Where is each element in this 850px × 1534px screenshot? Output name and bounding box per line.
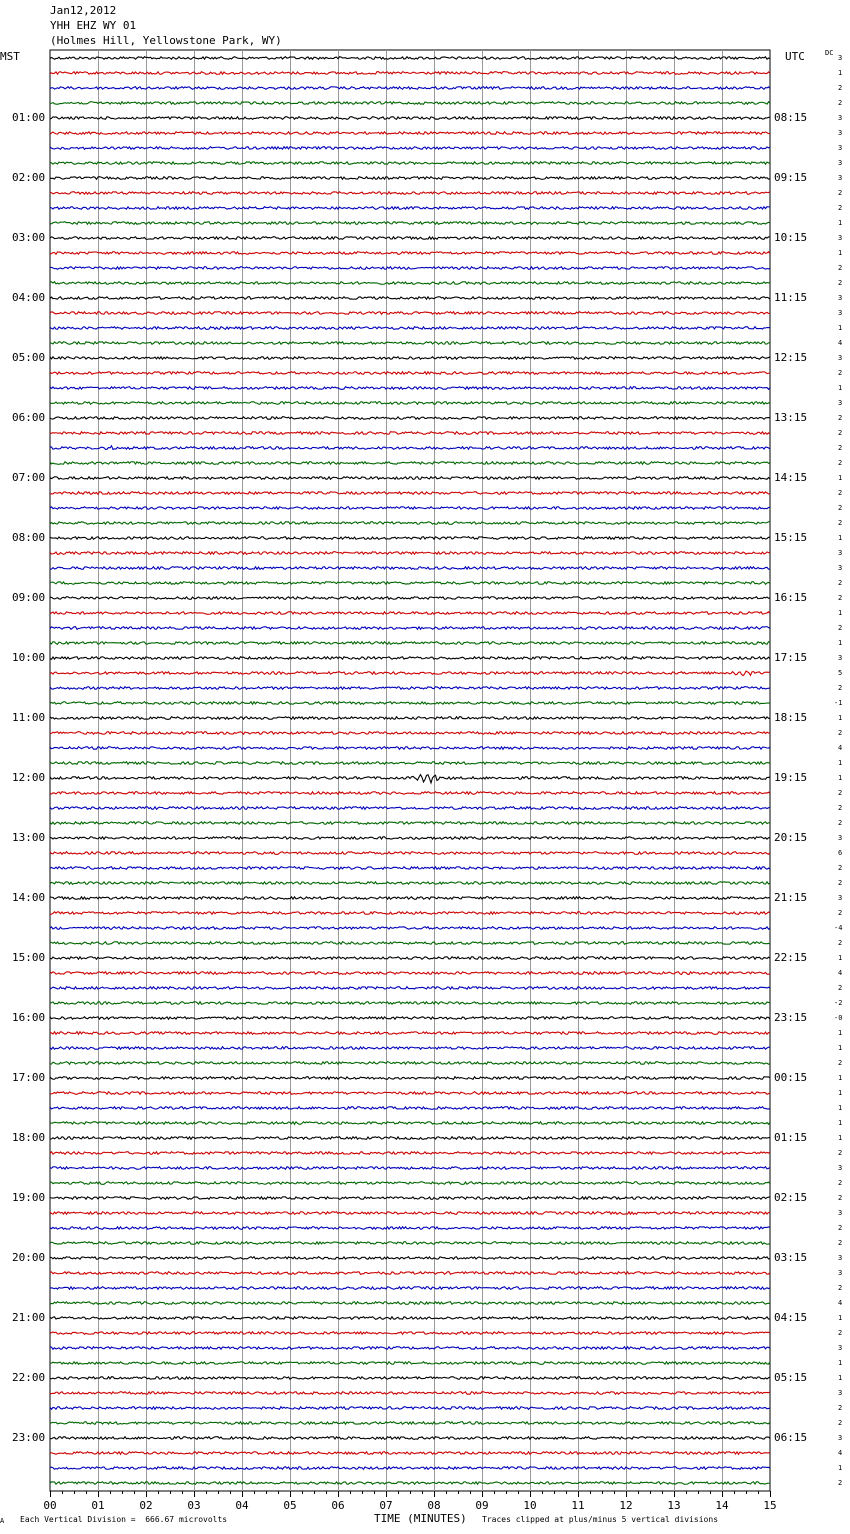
trace-line: [50, 657, 770, 660]
left-hour-label: 14:00: [12, 891, 46, 904]
trace-line: [50, 342, 770, 345]
dc-offset-value: 3: [838, 174, 843, 182]
dc-offset-value: 3: [838, 834, 843, 842]
trace-line: [50, 775, 770, 783]
dc-offset-value: 3: [838, 129, 843, 137]
dc-offset-value: 2: [838, 264, 843, 272]
trace-line: [50, 762, 770, 765]
dc-offset-value: 1: [838, 1374, 843, 1382]
dc-offset-value: 4: [838, 969, 843, 977]
left-hour-label: 22:00: [12, 1371, 46, 1384]
x-tick-label: 15: [763, 1499, 777, 1512]
left-hour-label: 16:00: [12, 1011, 46, 1024]
right-hour-label: 14:15: [774, 471, 808, 484]
dc-offset-value: 3: [838, 1389, 843, 1397]
dc-offset-value: -4: [834, 924, 843, 932]
trace-line: [50, 807, 770, 810]
right-hour-label: 16:15: [774, 591, 808, 604]
right-hour-label: 19:15: [774, 771, 808, 784]
trace-line: [50, 852, 770, 855]
dc-offset-value: 1: [838, 774, 843, 782]
dc-offset-value: 3: [838, 294, 843, 302]
trace-line: [50, 267, 770, 270]
trace-line: [50, 1047, 770, 1050]
trace-line: [50, 417, 770, 420]
right-hour-label: 04:15: [774, 1311, 808, 1324]
trace-line: [50, 237, 770, 240]
dc-offset-value: 1: [838, 954, 843, 962]
dc-offset-value: 3: [838, 1254, 843, 1262]
dc-offset-value: 3: [838, 1269, 843, 1277]
x-axis-title: TIME (MINUTES): [374, 1512, 467, 1525]
trace-line: [50, 222, 770, 225]
dc-column-label: DC: [825, 49, 834, 57]
trace-line: [50, 477, 770, 480]
trace-line: [50, 492, 770, 495]
trace-line: [50, 1407, 770, 1410]
dc-offset-value: 4: [838, 339, 843, 347]
right-hour-label: 02:15: [774, 1191, 808, 1204]
right-timezone-label: UTC: [785, 50, 805, 63]
trace-line: [50, 671, 770, 676]
trace-line: [50, 507, 770, 510]
left-hour-label: 01:00: [12, 111, 46, 124]
station-location: (Holmes Hill, Yellowstone Park, WY): [50, 34, 282, 47]
left-hour-label: 17:00: [12, 1071, 46, 1084]
dc-offset-value: 2: [838, 504, 843, 512]
x-tick-label: 03: [187, 1499, 201, 1512]
trace-line: [50, 1437, 770, 1440]
dc-offset-value: 2: [838, 1179, 843, 1187]
dc-offset-value: 1: [838, 714, 843, 722]
right-hour-label: 15:15: [774, 531, 808, 544]
trace-line: [50, 117, 770, 120]
dc-offset-value: -1: [834, 699, 843, 707]
trace-line: [50, 147, 770, 150]
trace-line: [50, 687, 770, 690]
right-hour-label: 08:15: [774, 111, 808, 124]
dc-offset-value: 2: [838, 939, 843, 947]
dc-offset-value: 1: [838, 1314, 843, 1322]
dc-offset-value: 3: [838, 1164, 843, 1172]
x-tick-label: 14: [715, 1499, 729, 1512]
dc-offset-value: 1: [838, 69, 843, 77]
trace-line: [50, 972, 770, 975]
dc-offset-value: 3: [838, 894, 843, 902]
trace-line: [50, 702, 770, 705]
record-date: Jan12,2012: [50, 4, 117, 17]
dc-offset-value: 3: [838, 654, 843, 662]
trace-line: [50, 1272, 770, 1275]
left-hour-label: 19:00: [12, 1191, 46, 1204]
right-hour-label: 01:15: [774, 1131, 808, 1144]
dc-offset-value: 2: [838, 879, 843, 887]
trace-line: [50, 1227, 770, 1230]
trace-line: [50, 1152, 770, 1155]
dc-offset-value: 2: [838, 444, 843, 452]
trace-line: [50, 1422, 770, 1425]
trace-line: [50, 582, 770, 585]
left-hour-label: 15:00: [12, 951, 46, 964]
dc-offset-value: -0: [834, 1014, 843, 1022]
dc-offset-value: 2: [838, 1404, 843, 1412]
x-tick-label: 02: [139, 1499, 153, 1512]
x-tick-label: 12: [619, 1499, 633, 1512]
dc-offset-value: 1: [838, 1464, 843, 1472]
dc-offset-value: 2: [838, 1194, 843, 1202]
left-hour-label: 21:00: [12, 1311, 46, 1324]
trace-line: [50, 642, 770, 645]
trace-line: [50, 1182, 770, 1185]
trace-line: [50, 446, 770, 450]
left-hour-label: 04:00: [12, 291, 46, 304]
left-hour-label: 05:00: [12, 351, 46, 364]
trace-line: [50, 1077, 770, 1080]
left-hour-label: 12:00: [12, 771, 46, 784]
corner-mark: A: [0, 1517, 5, 1525]
dc-offset-value: 3: [838, 354, 843, 362]
trace-line: [50, 1347, 770, 1350]
dc-offset-value: 2: [838, 684, 843, 692]
trace-line: [50, 867, 770, 870]
dc-offset-value: -2: [834, 999, 843, 1007]
dc-offset-value: 2: [838, 1149, 843, 1157]
trace-line: [50, 1317, 770, 1320]
left-hour-label: 07:00: [12, 471, 46, 484]
dc-offset-value: 2: [838, 804, 843, 812]
dc-offset-value: 4: [838, 744, 843, 752]
trace-line: [50, 207, 770, 210]
dc-offset-value: 3: [838, 1344, 843, 1352]
right-hour-label: 21:15: [774, 891, 808, 904]
trace-line: [50, 1017, 770, 1020]
trace-line: [50, 1332, 770, 1335]
dc-offset-value: 2: [838, 99, 843, 107]
trace-line: [50, 1452, 770, 1455]
trace-line: [50, 1122, 770, 1125]
dc-offset-value: 1: [838, 249, 843, 257]
dc-offset-value: 2: [838, 84, 843, 92]
trace-line: [50, 1062, 770, 1065]
trace-line: [50, 177, 770, 180]
dc-offset-value: 1: [838, 219, 843, 227]
dc-offset-value: 1: [838, 1029, 843, 1037]
dc-offset-value: 2: [838, 189, 843, 197]
left-hour-label: 18:00: [12, 1131, 46, 1144]
trace-line: [50, 597, 770, 600]
trace-line: [50, 1107, 770, 1110]
left-hour-label: 09:00: [12, 591, 46, 604]
left-hour-label: 03:00: [12, 231, 46, 244]
dc-offset-value: 1: [838, 639, 843, 647]
left-hour-label: 23:00: [12, 1431, 46, 1444]
dc-offset-value: 1: [838, 1134, 843, 1142]
dc-offset-value: 2: [838, 984, 843, 992]
x-tick-label: 07: [379, 1499, 393, 1512]
dc-offset-value: 3: [838, 114, 843, 122]
dc-offset-value: 2: [838, 1059, 843, 1067]
dc-offset-value: 1: [838, 1119, 843, 1127]
trace-line: [50, 102, 770, 105]
trace-line: [50, 792, 770, 795]
right-hour-label: 06:15: [774, 1431, 808, 1444]
trace-line: [50, 1002, 770, 1005]
dc-offset-value: 2: [838, 624, 843, 632]
station-code: YHH EHZ WY 01: [50, 19, 137, 32]
dc-offset-value: 1: [838, 1104, 843, 1112]
dc-offset-value: 1: [838, 384, 843, 392]
right-hour-label: 20:15: [774, 831, 808, 844]
trace-line: [50, 1212, 770, 1215]
dc-offset-value: 2: [838, 369, 843, 377]
trace-line: [50, 837, 770, 840]
trace-line: [50, 537, 770, 540]
dc-offset-value: 2: [838, 594, 843, 602]
trace-line: [50, 312, 770, 315]
dc-offset-value: 2: [838, 864, 843, 872]
dc-offset-value: 1: [838, 324, 843, 332]
trace-line: [50, 957, 770, 960]
trace-line: [50, 1257, 770, 1260]
dc-offset-value: 2: [838, 1329, 843, 1337]
trace-line: [50, 717, 770, 720]
left-hour-label: 02:00: [12, 171, 46, 184]
dc-offset-value: 3: [838, 54, 843, 62]
dc-offset-value: 2: [838, 909, 843, 917]
dc-offset-value: 4: [838, 1449, 843, 1457]
dc-offset-value: 6: [838, 849, 843, 857]
right-hour-label: 11:15: [774, 291, 808, 304]
trace-line: [50, 732, 770, 735]
trace-line: [50, 612, 770, 615]
dc-offset-value: 2: [838, 789, 843, 797]
trace-line: [50, 912, 770, 915]
trace-line: [50, 1377, 770, 1380]
trace-line: [50, 57, 770, 60]
left-hour-label: 06:00: [12, 411, 46, 424]
trace-line: [50, 462, 770, 465]
trace-line: [50, 1302, 770, 1305]
dc-offset-value: 1: [838, 1089, 843, 1097]
clipping-note: Traces clipped at plus/minus 5 vertical divisions: [482, 1515, 719, 1524]
dc-offset-value: 4: [838, 1299, 843, 1307]
left-timezone-label: MST: [0, 50, 20, 63]
trace-line: [50, 1482, 770, 1485]
trace-line: [50, 402, 770, 405]
right-hour-label: 18:15: [774, 711, 808, 724]
dc-offset-value: 2: [838, 414, 843, 422]
trace-line: [50, 132, 770, 135]
dc-offset-value: 1: [838, 1044, 843, 1052]
trace-line: [50, 1467, 770, 1470]
dc-offset-value: 2: [838, 489, 843, 497]
dc-offset-value: 2: [838, 1284, 843, 1292]
left-hour-label: 13:00: [12, 831, 46, 844]
trace-line: [50, 1362, 770, 1365]
right-hour-label: 17:15: [774, 651, 808, 664]
trace-line: [50, 1137, 770, 1140]
dc-offset-value: 2: [838, 459, 843, 467]
dc-offset-value: 5: [838, 669, 843, 677]
right-hour-label: 10:15: [774, 231, 808, 244]
x-tick-label: 13: [667, 1499, 681, 1512]
dc-offset-value: 3: [838, 144, 843, 152]
dc-offset-value: 2: [838, 429, 843, 437]
dc-offset-value: 2: [838, 1224, 843, 1232]
right-hour-label: 05:15: [774, 1371, 808, 1384]
trace-line: [50, 627, 770, 630]
trace-line: [50, 87, 770, 90]
dc-offset-value: 2: [838, 519, 843, 527]
trace-line: [50, 1032, 770, 1035]
dc-offset-value: 3: [838, 309, 843, 317]
trace-line: [50, 192, 770, 195]
dc-offset-value: 2: [838, 1479, 843, 1487]
trace-line: [50, 552, 770, 555]
dc-offset-value: 1: [838, 474, 843, 482]
trace-line: [50, 522, 770, 525]
x-tick-label: 05: [283, 1499, 297, 1512]
trace-line: [50, 1287, 770, 1290]
left-hour-label: 11:00: [12, 711, 46, 724]
dc-offset-value: 3: [838, 549, 843, 557]
dc-offset-value: 2: [838, 729, 843, 737]
dc-offset-value: 1: [838, 609, 843, 617]
trace-line: [50, 987, 770, 990]
x-tick-label: 09: [475, 1499, 489, 1512]
dc-offset-value: 2: [838, 1419, 843, 1427]
dc-offset-value: 3: [838, 399, 843, 407]
trace-line: [50, 297, 770, 300]
left-hour-label: 08:00: [12, 531, 46, 544]
dc-offset-value: 1: [838, 1074, 843, 1082]
dc-offset-value: 1: [838, 759, 843, 767]
trace-line: [50, 282, 770, 285]
x-tick-label: 01: [91, 1499, 105, 1512]
trace-line: [50, 942, 770, 945]
right-hour-label: 00:15: [774, 1071, 808, 1084]
dc-offset-value: 1: [838, 534, 843, 542]
trace-line: [50, 252, 770, 255]
trace-line: [50, 1242, 770, 1245]
left-hour-label: 20:00: [12, 1251, 46, 1264]
trace-line: [50, 162, 770, 165]
dc-offset-value: 3: [838, 564, 843, 572]
right-hour-label: 12:15: [774, 351, 808, 364]
trace-line: [50, 1092, 770, 1095]
trace-line: [50, 1167, 770, 1170]
vertical-scale-note: Each Vertical Division = 666.67 microvolts: [20, 1515, 228, 1524]
right-hour-label: 03:15: [774, 1251, 808, 1264]
trace-line: [50, 567, 770, 570]
trace-line: [50, 897, 770, 900]
dc-offset-value: 2: [838, 819, 843, 827]
trace-line: [50, 372, 770, 375]
trace-line: [50, 387, 770, 390]
trace-line: [50, 1392, 770, 1395]
dc-offset-value: 1: [838, 1359, 843, 1367]
x-tick-label: 10: [523, 1499, 537, 1512]
trace-line: [50, 432, 770, 435]
x-tick-label: 04: [235, 1499, 249, 1512]
x-tick-label: 08: [427, 1499, 441, 1512]
dc-offset-value: 2: [838, 579, 843, 587]
x-tick-label: 11: [571, 1499, 585, 1512]
trace-line: [50, 747, 770, 750]
trace-line: [50, 72, 770, 75]
trace-line: [50, 927, 770, 930]
trace-line: [50, 327, 770, 330]
right-hour-label: 13:15: [774, 411, 808, 424]
dc-offset-value: 3: [838, 159, 843, 167]
trace-line: [50, 1197, 770, 1200]
trace-line: [50, 822, 770, 825]
dc-offset-value: 3: [838, 1434, 843, 1442]
right-hour-label: 09:15: [774, 171, 808, 184]
dc-offset-value: 2: [838, 279, 843, 287]
x-tick-label: 00: [43, 1499, 57, 1512]
x-tick-label: 06: [331, 1499, 345, 1512]
dc-offset-value: 3: [838, 234, 843, 242]
dc-offset-value: 3: [838, 1209, 843, 1217]
left-hour-label: 10:00: [12, 651, 46, 664]
dc-offset-value: 2: [838, 1239, 843, 1247]
dc-offset-value: 2: [838, 204, 843, 212]
right-hour-label: 23:15: [774, 1011, 808, 1024]
trace-line: [50, 357, 770, 360]
trace-line: [50, 882, 770, 885]
right-hour-label: 22:15: [774, 951, 808, 964]
